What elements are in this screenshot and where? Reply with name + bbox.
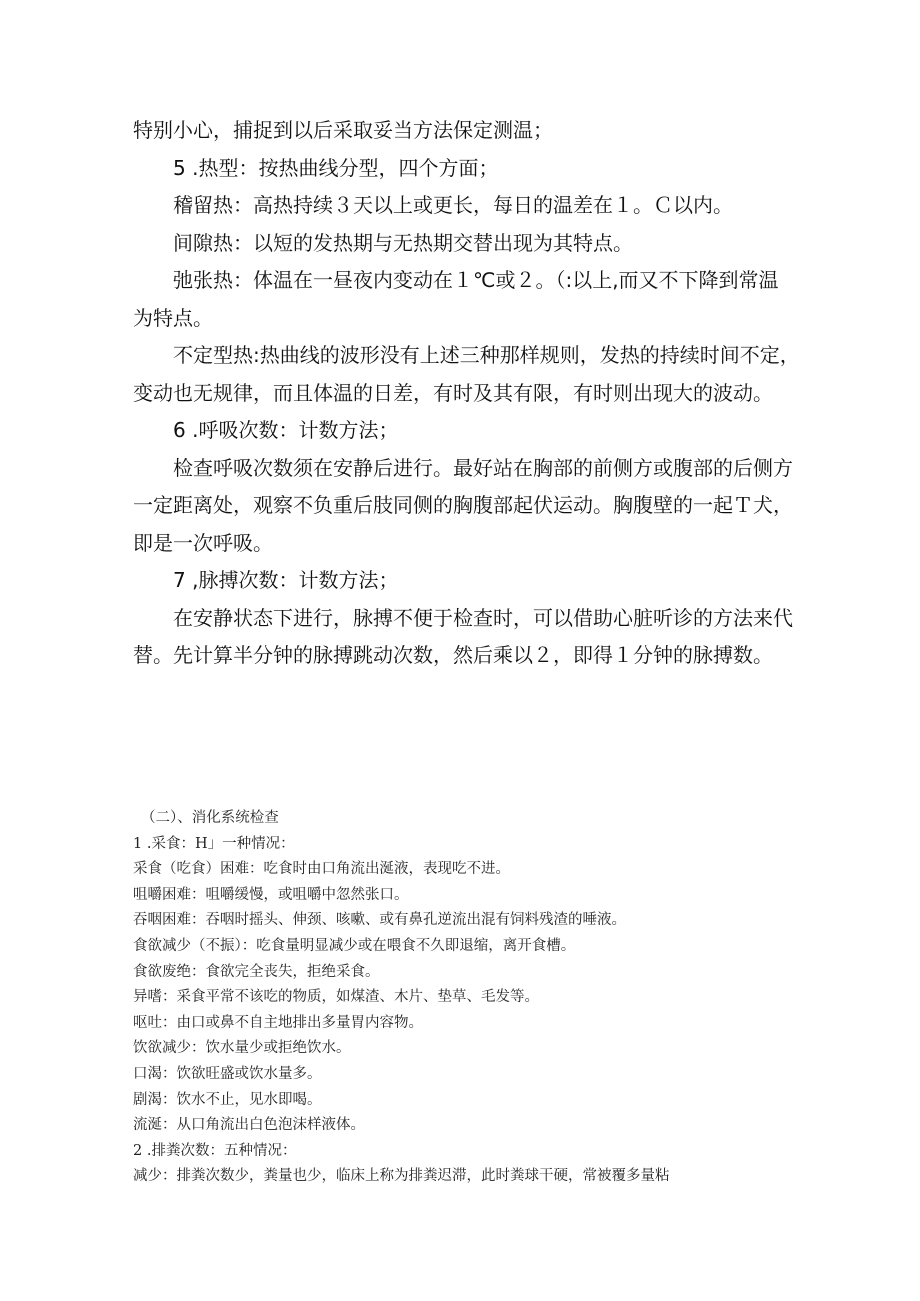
heading-respiration: 6 .呼吸次数：计数方法； (173, 418, 399, 442)
digestive-system-section (133, 806, 833, 1190)
list-item: 流涎：从口角流出白色泡沫样液体。 (133, 1117, 365, 1134)
list-item: 吞咽困难：吞咽时摇头、伸颈、咳嗽、或有鼻孔逆流出混有饲料残渣的唾液。 (133, 912, 626, 929)
paragraph-line: 变动也无规律，而且体温的日差，有时及其有限，有时则出现大的波动。 (133, 380, 773, 405)
list-item: 食欲减少（不振）：吃食量明显减少或在喂食不久即退缩，离开食槽。 (133, 937, 576, 954)
heading-pulse: 7 ,脉搏次数：计数方法； (173, 568, 399, 592)
list-item: 2 .排粪次数：五种情况： (133, 1142, 297, 1159)
list-item: 异嗜：采食平常不该吃的物质，如煤渣、木片、垫草、毛发等。 (133, 989, 539, 1006)
paragraph-line: 间隙热：以短的发热期与无热期交替出现为其特点。 (173, 230, 633, 255)
paragraph-line: 检查呼吸次数须在安静后进行。最好站在胸部的前侧方或腹部的后侧方 (173, 455, 793, 480)
body-text-section (133, 112, 803, 675)
list-item: 呕吐：由口或鼻不自主地排出多量胃内容物。 (133, 1014, 423, 1031)
paragraph-line: 为特点。 (133, 305, 213, 330)
list-item: 食欲废绝：食欲完全丧失，拒绝采食。 (133, 963, 380, 980)
paragraph-line: 一定距离处，观察不负重后肢同侧的胸腹部起伏运动。胸腹壁的一起Ｔ犬， (133, 493, 793, 517)
paragraph-line: 特别小心，捕捉到以后采取妥当方法保定测温； (133, 118, 553, 142)
paragraph-line: 在安静状态下进行，脉搏不便于检查时，可以借助心脏听诊的方法来代 (173, 605, 793, 630)
heading-fever-type: 5 .热型：按热曲线分型，四个方面； (173, 155, 499, 180)
list-item: 剧渴：饮水不止，见水即喝。 (133, 1091, 322, 1108)
paragraph-line: 替。先计算半分钟的脉搏跳动次数，然后乘以２，即得１分钟的脉搏数。 (133, 643, 773, 667)
paragraph-line: 弛张热：体温在一昼夜内变动在１℃或２。（:以上,而又不下降到常温 (173, 268, 779, 292)
paragraph-line: 即是一次呼吸。 (133, 530, 273, 555)
list-item: 饮欲减少：饮水量少或拒绝饮水。 (133, 1040, 351, 1057)
list-item: 口渴：饮欲旺盛或饮水量多。 (133, 1065, 322, 1082)
list-item: 减少：排粪次数少，粪量也少，临床上称为排粪迟滞，此时粪球干硬，常被覆多量粘 (133, 1168, 670, 1185)
paragraph-line: 不定型热:热曲线的波形没有上述三种那样规则，发热的持续时间不定， (173, 343, 800, 367)
paragraph-line: 稽留热：高热持续３天以上或更长，每日的温差在１。Ｃ以内。 (173, 193, 733, 217)
list-item: 采食（吃食）困难：吃食时由口角流出涎液，表现吃不进。 (133, 861, 510, 878)
section-heading: （二）、消化系统检查 (141, 810, 279, 826)
list-item: 咀嚼困难：咀嚼缓慢，或咀嚼中忽然张口。 (133, 886, 409, 903)
list-item: 1 .采食：H」一种情况： (133, 835, 295, 852)
